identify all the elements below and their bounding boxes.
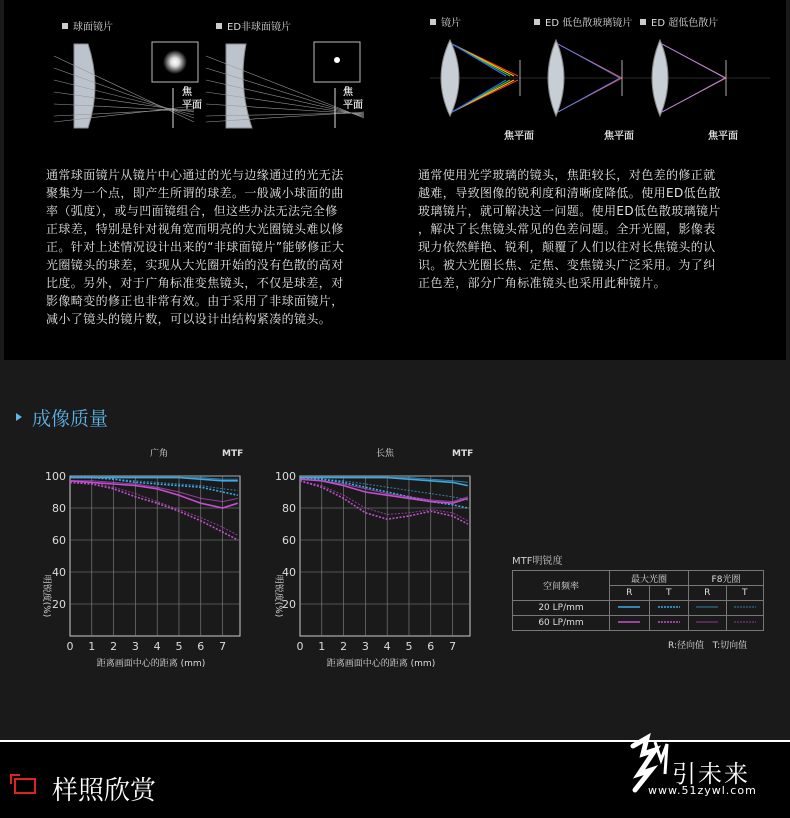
legend-row-20: 20 LP/mm [513, 601, 610, 616]
x-tick-label: 5 [175, 640, 183, 653]
x-tick-label: 4 [383, 640, 391, 653]
x-tick-label: 0 [66, 640, 74, 653]
x-tick-label: 2 [110, 640, 118, 653]
sharp-spot [334, 57, 340, 63]
legend-t: T [726, 586, 764, 601]
legend-swatch [649, 616, 689, 631]
y-tick-label: 60 [52, 534, 66, 547]
ed-low-dispersion-label: ED 低色散玻璃镜片 [534, 14, 632, 29]
watermark-text: 引未来 [672, 760, 750, 788]
watermark-url: www.51zywl.com [648, 784, 757, 797]
legend-freq-header: 空间频率 [513, 571, 610, 601]
lens-3-shape [652, 40, 668, 116]
arrow-right-icon [16, 413, 22, 421]
lens-1-shape [441, 40, 459, 116]
focal-plane-label-4: 焦平面 [604, 131, 634, 142]
x-tick-label: 7 [219, 640, 227, 653]
legend-r: R [689, 586, 727, 601]
mtf-chart-tele [256, 440, 496, 670]
legend-row-60: 60 LP/mm [513, 616, 610, 631]
legend-note: R:径向值 T:切向值 [668, 641, 748, 651]
spherical-lens-label: 球面镜片 [62, 18, 113, 33]
y-tick-label: 40 [52, 566, 66, 579]
legend-swatch [610, 616, 650, 631]
x-tick-label: 1 [318, 640, 326, 653]
x-tick-label: 3 [361, 640, 369, 653]
dispersion-diagram [430, 36, 770, 124]
y-tick-label: 80 [52, 502, 66, 515]
aspherical-diagram [44, 38, 384, 138]
y-tick-label: 20 [52, 598, 66, 611]
x-tick-label: 0 [296, 640, 304, 653]
y-tick-label: 100 [275, 470, 296, 483]
x-tick-label: 4 [153, 640, 161, 653]
x-tick-label: 5 [405, 640, 413, 653]
lens-2-shape [548, 40, 564, 116]
photo-frame-icon [14, 778, 36, 794]
y-tick-label: 60 [282, 534, 296, 547]
y-tick-label: 100 [45, 470, 66, 483]
y-tick-label: 40 [282, 566, 296, 579]
chart-mtf-label: MTF [222, 449, 244, 459]
mtf-legend-table [512, 570, 764, 631]
chart-mtf-label: MTF [452, 449, 474, 459]
legend-swatch [649, 601, 689, 616]
legend-f8: F8光圈 [689, 571, 764, 586]
x-tick-label: 6 [427, 640, 435, 653]
x-tick-label: 2 [340, 640, 348, 653]
legend-swatch [726, 616, 764, 631]
x-tick-label: 7 [449, 640, 457, 653]
ed-super-low-dispersion-label: ED 超低色散片 [640, 14, 718, 29]
mtf-legend-title: MTF明锐度 [512, 556, 563, 567]
x-tick-label: 6 [197, 640, 205, 653]
mtf-chart-wide [0, 440, 260, 670]
lens-label: 镜片 [430, 14, 461, 29]
chart-title: 长焦 [376, 449, 395, 459]
legend-t: T [649, 586, 689, 601]
y-axis-label: 明锐度(%) [41, 574, 51, 618]
legend-swatch [610, 601, 650, 616]
legend-swatch [726, 601, 764, 616]
focal-plane-label-5: 焦平面 [708, 131, 738, 142]
y-tick-label: 20 [282, 598, 296, 611]
lens-technology-panel [4, 0, 786, 360]
legend-swatch [689, 601, 727, 616]
legend-swatch [689, 616, 727, 631]
legend-max-aperture: 最大光圈 [610, 571, 689, 586]
gallery-heading: 样照欣赏 [52, 776, 157, 806]
ed-description: 通常使用光学玻璃的镜头，焦距较长，对色差的修正就 越难，导致图像的锐利度和清晰度降低。使用ED低色散 玻璃镜片，就可解决这一问题。使用ED低色散玻璃镜片 ，解决了长焦镜头常见的色差问题。全开光圈，影像表 现力依然鲜艳、锐利，颠覆了人们以往对长焦镜头的认 识。被大光圈长焦、定焦、变焦镜头广泛采用。为了纠 正色差，部分广角标准镜头也采用此种镜片。 [418, 168, 721, 290]
plot-area [300, 476, 470, 636]
x-tick-label: 1 [88, 640, 96, 653]
y-tick-label: 80 [282, 502, 296, 515]
x-axis-label: 距离画面中心的距离 (mm) [326, 659, 436, 669]
x-axis-label: 距离画面中心的距离 (mm) [96, 659, 206, 669]
y-axis-label: 明锐度(%) [273, 574, 283, 618]
x-tick-label: 3 [131, 640, 139, 653]
ed-aspherical-lens-label: ED非球面镜片 [216, 18, 291, 33]
focal-plane-label-3: 焦平面 [504, 131, 534, 142]
focal-plane-label-2: 焦 平面 [343, 87, 363, 111]
legend-r: R [610, 586, 650, 601]
focal-plane-label-1: 焦 平面 [182, 87, 202, 111]
chart-title: 广角 [150, 449, 169, 459]
blurred-spot [163, 50, 187, 74]
image-quality-heading: 成像质量 [16, 404, 108, 431]
aspherical-description: 通常球面镜片从镜片中心通过的光与边缘通过的光无法 聚集为一个点，即产生所谓的球差。一般减小球面的曲 率（弧度），或与凹面镜组合，但这些办法无法完全修 正球差，特别是针对视角宽而明亮的大光圈镜头难以修 正。针对上述情况设计出来的“非球面镜片”能够修正大 光圈镜头的球差，实现从大光圈开始的没有色散的高对 比度。另外，对于广角标准变焦镜头，不仅是球差，对 影像畸变的修正也非常有效。由于采用了非球面镜片， 减小了镜头的镜片数，可以设计出结构紧凑的镜头。 [46, 168, 345, 326]
